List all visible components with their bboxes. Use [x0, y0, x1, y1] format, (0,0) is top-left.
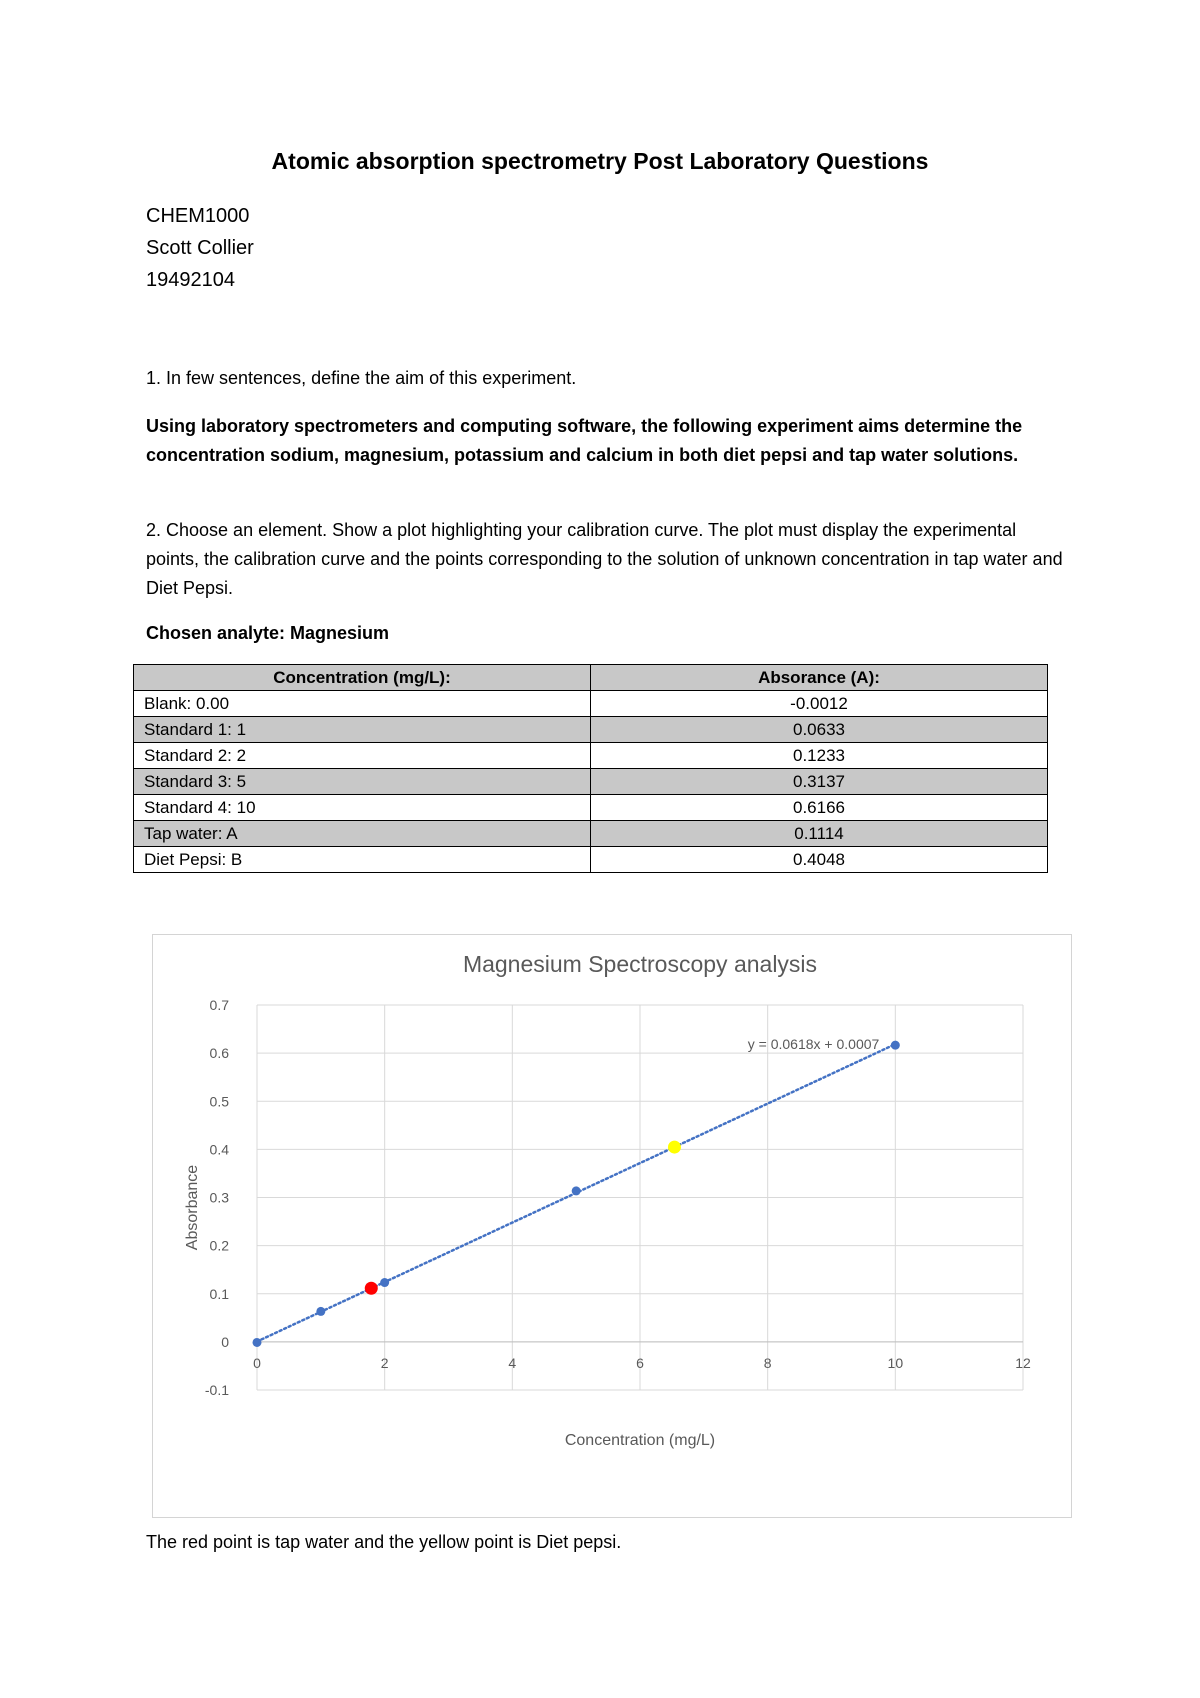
cell-concentration: Tap water: A: [134, 821, 591, 847]
y-tick-label: 0: [221, 1333, 229, 1350]
student-id: 19492104: [146, 269, 235, 291]
table-row: [134, 717, 1048, 743]
table-row: [134, 743, 1048, 769]
question-2: 2. Choose an element. Show a plot highlighting your calibration curve. The plot must display the experimental points, the calibration curve and the points corresponding to the solution of unknown concentration in tap water and Diet Pepsi.: [146, 520, 1063, 598]
x-tick-label: 0: [253, 1354, 261, 1371]
table-row: [134, 821, 1048, 847]
y-tick-label: 0.2: [209, 1237, 229, 1254]
cell-absorbance: 0.4048: [591, 847, 1048, 873]
header-concentration: Concentration (mg/L):: [134, 665, 591, 691]
y-tick-label: -0.1: [204, 1382, 229, 1398]
calibration-point: [253, 1338, 262, 1347]
table-row: [134, 691, 1048, 717]
chart-caption: The red point is tap water and the yellow point is Diet pepsi.: [146, 1532, 622, 1552]
x-tick-label: 12: [1015, 1354, 1031, 1371]
cell-concentration: Diet Pepsi: B: [134, 847, 591, 873]
calibration-point: [380, 1278, 389, 1287]
trendline-equation: y = 0.0618x + 0.0007: [747, 1036, 880, 1053]
document-title: Atomic absorption spectrometry Post Laboratory Questions: [271, 148, 929, 174]
y-tick-label: 0.5: [209, 1093, 229, 1110]
x-tick-label: 6: [636, 1354, 644, 1371]
answer-1: Using laboratory spectrometers and computing software, the following experiment aims determine the concentration sodium, magnesium, potassium and calcium in both diet pepsi and tap water solutions.: [146, 416, 1023, 465]
y-axis-label: Absorbance: [184, 1164, 201, 1251]
cell-concentration: Standard 4: 10: [134, 795, 591, 821]
cell-absorbance: 0.6166: [591, 795, 1048, 821]
chart-svg: [153, 935, 1071, 1517]
cell-concentration: Standard 1: 1: [134, 717, 591, 743]
header-absorbance: Absorance (A):: [591, 665, 1048, 691]
y-tick-label: 0.6: [209, 1045, 229, 1062]
chart-title: Magnesium Spectroscopy analysis: [462, 951, 818, 977]
cell-absorbance: 0.1233: [591, 743, 1048, 769]
y-tick-label: 0.7: [209, 997, 229, 1013]
table-row: [134, 847, 1048, 873]
x-tick-label: 10: [887, 1354, 904, 1371]
course-code: CHEM1000: [146, 205, 250, 227]
x-tick-label: 2: [380, 1354, 389, 1371]
cell-concentration: Standard 2: 2: [134, 743, 591, 769]
y-tick-label: 0.4: [209, 1141, 229, 1158]
cell-concentration: Blank: 0.00: [134, 691, 591, 717]
x-tick-label: 4: [508, 1354, 517, 1371]
calibration-point: [316, 1307, 325, 1316]
calibration-table: [133, 664, 1048, 873]
table-row: [134, 795, 1048, 821]
tap-water-point: [365, 1282, 378, 1295]
cell-absorbance: 0.3137: [591, 769, 1048, 795]
cell-absorbance: 0.0633: [591, 717, 1048, 743]
cell-concentration: Standard 3: 5: [134, 769, 591, 795]
calibration-point: [891, 1041, 900, 1050]
author-name: Scott Collier: [146, 237, 254, 259]
table-row: [134, 769, 1048, 795]
chosen-analyte: Chosen analyte: Magnesium: [146, 623, 390, 643]
diet-pepsi-point: [668, 1141, 681, 1154]
cell-absorbance: 0.1114: [591, 821, 1048, 847]
cell-absorbance: -0.0012: [591, 691, 1048, 717]
calibration-chart: [152, 934, 1072, 1518]
y-tick-label: 0.1: [209, 1285, 229, 1302]
calibration-point: [572, 1186, 581, 1195]
x-tick-label: 8: [763, 1354, 772, 1371]
question-1: 1. In few sentences, define the aim of this experiment.: [146, 368, 577, 388]
student-info: [146, 200, 254, 296]
table-header-row: [134, 665, 1048, 691]
y-tick-label: 0.3: [209, 1189, 229, 1206]
x-axis-label: Concentration (mg/L): [564, 1432, 716, 1449]
